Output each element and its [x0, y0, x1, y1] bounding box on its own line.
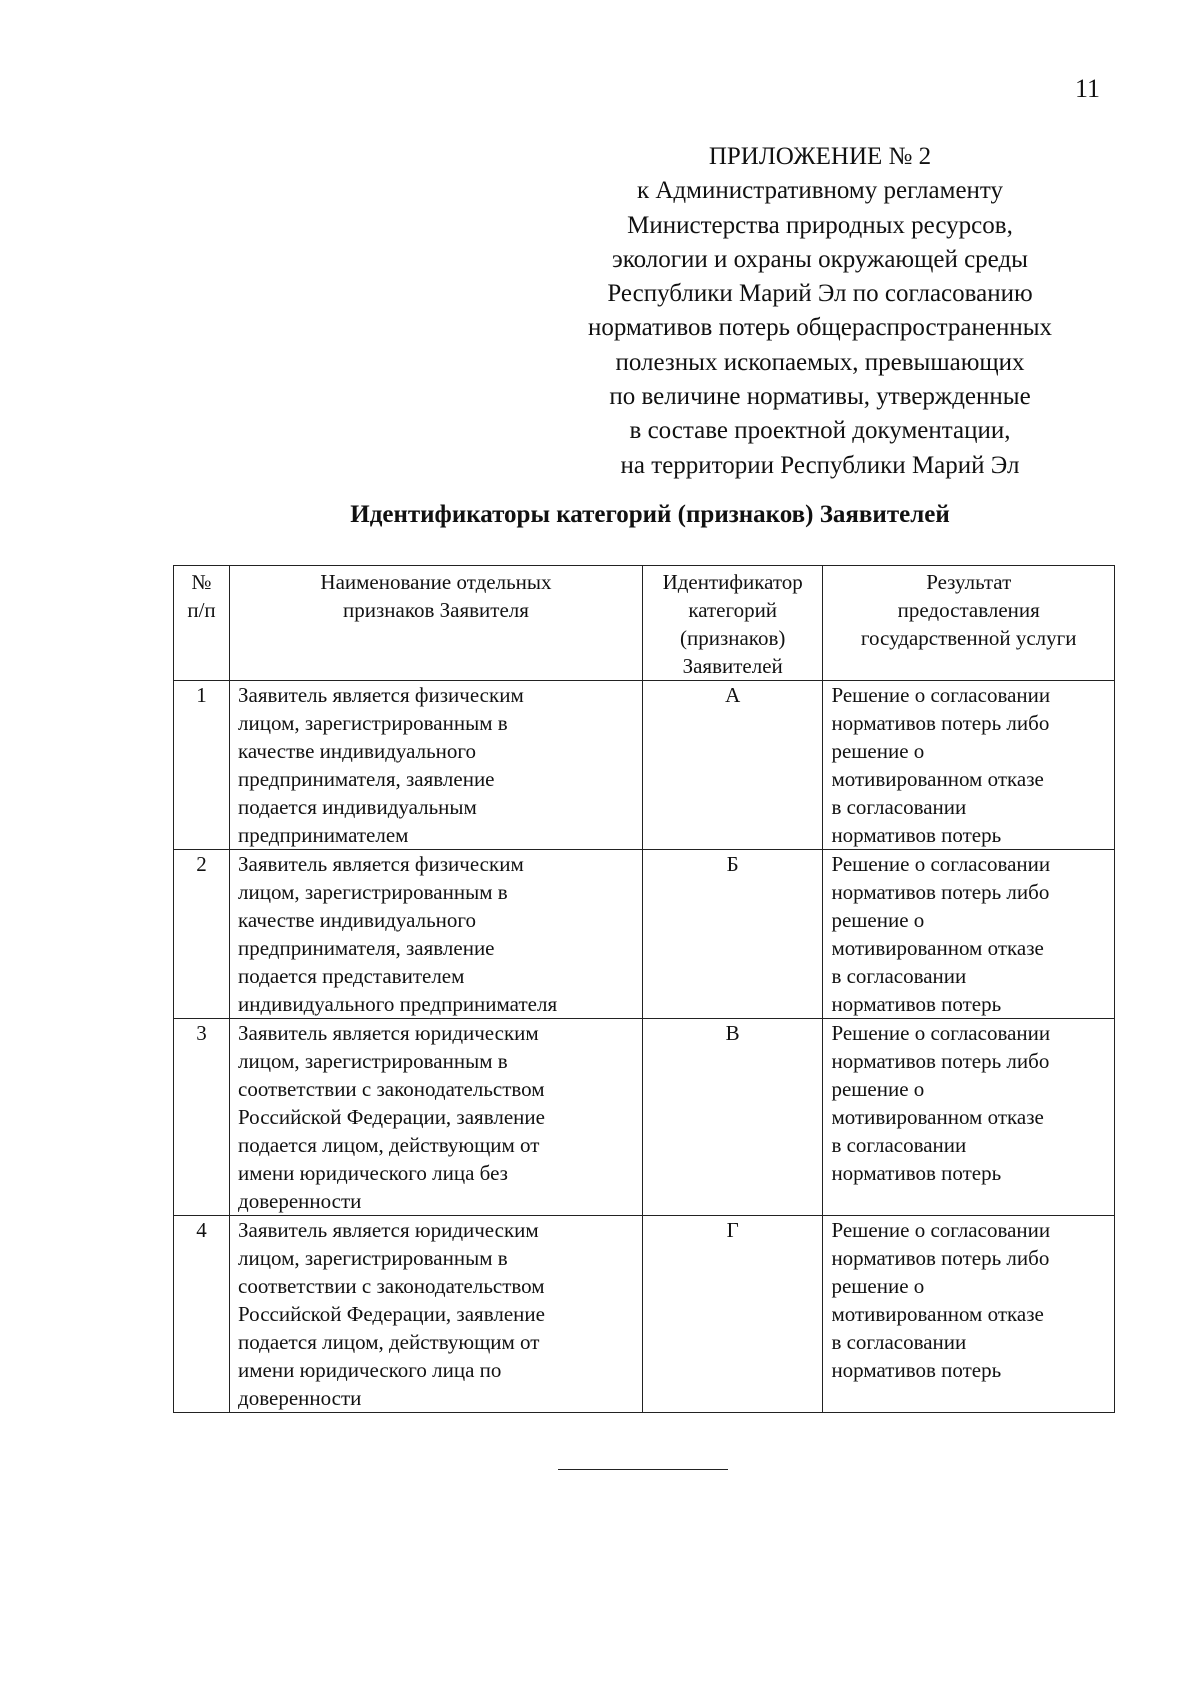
header-result	[823, 566, 1115, 681]
service-result	[823, 681, 1115, 850]
cell-line: нормативов потерь либо	[831, 880, 1050, 904]
appendix-line: на территории Республики Марий Эл	[620, 451, 1020, 479]
row-number: 1	[174, 681, 230, 850]
cell-line: решение о	[831, 908, 925, 932]
header-line: Наименование отдельных	[320, 570, 552, 594]
applicant-categories-table	[173, 565, 1115, 1413]
cell-line: лицом, зарегистрированным в	[238, 711, 508, 735]
cell-line: предпринимателя, заявление	[238, 936, 495, 960]
applicant-attribute	[230, 681, 643, 850]
header-line: предоставления	[897, 598, 1040, 622]
cell-line: нормативов потерь либо	[831, 1049, 1050, 1073]
applicant-attribute	[230, 1019, 643, 1216]
cell-line: мотивированном отказе	[831, 1302, 1044, 1326]
appendix-line: в составе проектной документации,	[629, 417, 1011, 445]
cell-line: качестве индивидуального	[238, 908, 476, 932]
cell-line: соответствии с законодательством	[238, 1077, 545, 1101]
cell-line: нормативов потерь	[831, 992, 1002, 1016]
cell-line: предпринимателя, заявление	[238, 767, 495, 791]
cell-line: индивидуального предпринимателя	[238, 992, 558, 1016]
category-identifier: А	[642, 681, 823, 850]
header-number	[174, 566, 230, 681]
header-line: (признаков)	[679, 626, 786, 650]
row-number: 3	[174, 1019, 230, 1216]
cell-line: нормативов потерь	[831, 1358, 1002, 1382]
cell-line: нормативов потерь либо	[831, 711, 1050, 735]
category-identifier: В	[642, 1019, 823, 1216]
cell-line: мотивированном отказе	[831, 1105, 1044, 1129]
cell-line: мотивированном отказе	[831, 936, 1044, 960]
cell-line: подается индивидуальным	[238, 795, 477, 819]
applicant-attribute	[230, 850, 643, 1019]
cell-line: подается лицом, действующим от	[238, 1330, 540, 1354]
document-title: Идентификаторы категорий (признаков) Заявителей	[350, 501, 950, 528]
cell-line: лицом, зарегистрированным в	[238, 880, 508, 904]
cell-line: предпринимателем	[238, 823, 409, 847]
cell-line: Решение о согласовании	[831, 852, 1051, 876]
header-line: Идентификатор	[662, 570, 803, 594]
header-line: Заявителей	[682, 654, 783, 678]
cell-line: нормативов потерь	[831, 823, 1002, 847]
cell-line: лицом, зарегистрированным в	[238, 1246, 508, 1270]
cell-line: Решение о согласовании	[831, 1021, 1051, 1045]
category-identifier: Г	[642, 1216, 823, 1413]
cell-line: в согласовании	[831, 795, 967, 819]
header-line: Результат	[926, 570, 1012, 594]
cell-line: нормативов потерь	[831, 1161, 1002, 1185]
cell-line: решение о	[831, 1077, 925, 1101]
appendix-line: ПРИЛОЖЕНИЕ № 2	[708, 143, 932, 170]
appendix-header	[540, 140, 1100, 483]
cell-line: Заявитель является физическим	[238, 852, 524, 876]
cell-line: соответствии с законодательством	[238, 1274, 545, 1298]
cell-line: Заявитель является физическим	[238, 683, 524, 707]
header-name	[230, 566, 643, 681]
appendix-line: экологии и охраны окружающей среды	[612, 245, 1028, 273]
appendix-line: нормативов потерь общераспространенных	[587, 314, 1053, 342]
table-row	[174, 850, 1115, 1019]
row-number: 4	[174, 1216, 230, 1413]
cell-line: нормативов потерь либо	[831, 1246, 1050, 1270]
applicant-attribute	[230, 1216, 643, 1413]
cell-line: лицом, зарегистрированным в	[238, 1049, 508, 1073]
cell-line: подается представителем	[238, 964, 465, 988]
category-identifier: Б	[642, 850, 823, 1019]
table-row	[174, 681, 1115, 850]
cell-line: качестве индивидуального	[238, 739, 476, 763]
cell-line: решение о	[831, 1274, 925, 1298]
cell-line: решение о	[831, 739, 925, 763]
page-number: 11	[1074, 74, 1100, 103]
cell-line: Решение о согласовании	[831, 683, 1051, 707]
cell-line: Заявитель является юридическим	[238, 1021, 539, 1045]
cell-line: доверенности	[238, 1189, 362, 1213]
appendix-line: по величине нормативы, утвержденные	[609, 383, 1031, 411]
header-line: категорий	[688, 598, 778, 622]
appendix-line: полезных ископаемых, превышающих	[615, 348, 1025, 376]
header-line: признаков Заявителя	[343, 598, 529, 622]
cell-line: в согласовании	[831, 964, 967, 988]
cell-line: имени юридического лица по	[238, 1358, 502, 1382]
header-line: п/п	[187, 598, 216, 622]
cell-line: Российской Федерации, заявление	[238, 1105, 545, 1129]
closing-rule	[558, 1469, 728, 1470]
cell-line: Российской Федерации, заявление	[238, 1302, 545, 1326]
cell-line: Решение о согласовании	[831, 1218, 1051, 1242]
service-result	[823, 850, 1115, 1019]
header-line: №	[191, 570, 212, 594]
service-result	[823, 1019, 1115, 1216]
service-result	[823, 1216, 1115, 1413]
table-row	[174, 1216, 1115, 1413]
row-number: 2	[174, 850, 230, 1019]
cell-line: мотивированном отказе	[831, 767, 1044, 791]
cell-line: Заявитель является юридическим	[238, 1218, 539, 1242]
appendix-line: Республики Марий Эл по согласованию	[607, 280, 1033, 308]
header-line: государственной услуги	[860, 626, 1077, 650]
table-header-row	[174, 566, 1115, 681]
cell-line: подается лицом, действующим от	[238, 1133, 540, 1157]
cell-line: доверенности	[238, 1386, 362, 1410]
table-row	[174, 1019, 1115, 1216]
cell-line: имени юридического лица без	[238, 1161, 508, 1185]
appendix-line: к Административному регламенту	[636, 177, 1004, 205]
cell-line: в согласовании	[831, 1133, 967, 1157]
appendix-line: Министерства природных ресурсов,	[627, 211, 1013, 239]
cell-line: в согласовании	[831, 1330, 967, 1354]
header-identifier	[642, 566, 823, 681]
